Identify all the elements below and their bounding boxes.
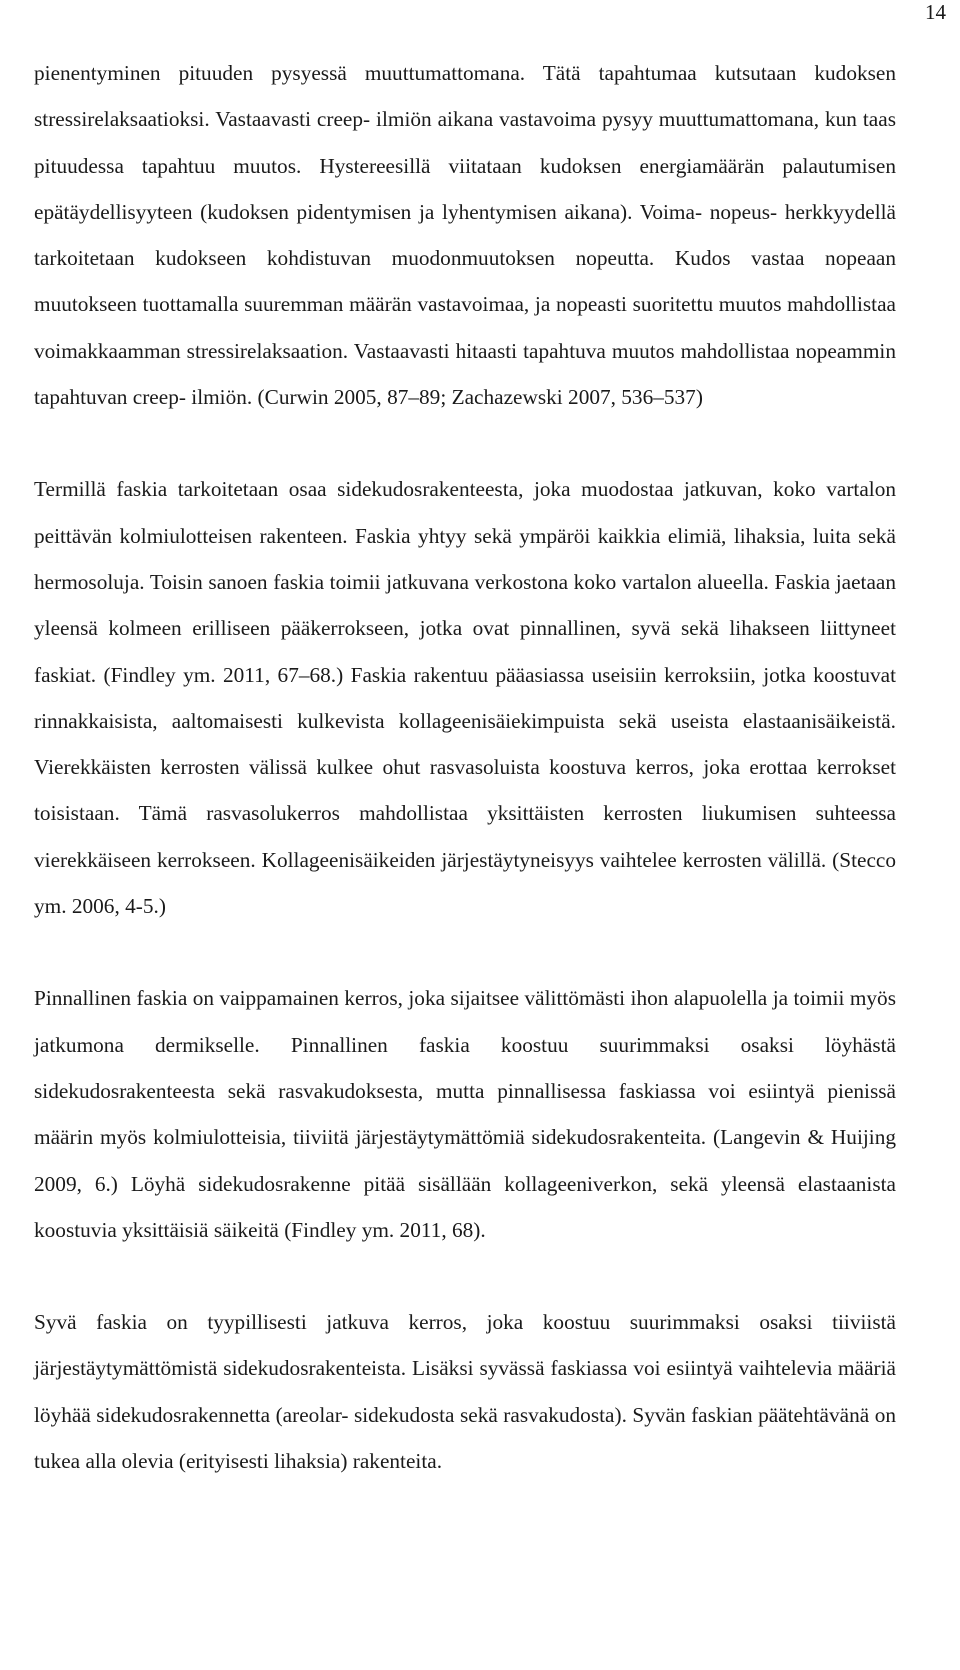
paragraph-fascia-definition: Termillä faskia tarkoitetaan osaa sidekudosrakenteesta, joka muodostaa jatkuvan, koko vartalon peittävän kolmiulotteisen rakenteen. Faskia yhtyy sekä ympäröi kaikkia elimiä, lihaksia, luita sekä hermosoluja. Toisin sanoen faskia toimii jatkuvana verkostona koko vartalon alueella. Faskia jaetaan yleensä kolmeen erilliseen pääkerrokseen, jotka ovat pinnallinen, syvä sekä lihakseen liittyneet faskiat. (Findley ym. 2011, 67–68.) Faskia rakentuu pääasiassa useisiin kerroksiin, jotka koostuvat rinnakkaisista, aaltomaisesti kulkevista kollageenisäiekimpuista sekä useista elastaanisäikeistä. Vierekkäisten kerrosten välissä kulkee ohut rasvasoluista koostuva kerros, joka erottaa kerrokset toisistaan. Tämä rasvasolukerros mahdollistaa yksittäisten kerrosten liukumisen suhteessa vierekkäiseen kerrokseen. Kollageenisäikeiden järjestäytyneisyys vaihtelee kerrosten välillä. (Stecco ym. 2006, 4-5.): [34, 477, 896, 919]
document-body: [34, 50, 896, 1484]
paragraph-superficial-fascia: Pinnallinen faskia on vaippamainen kerros, joka sijaitsee välittömästi ihon alapuolella ja toimii myös jatkumona dermikselle. Pinnallinen faskia koostuu suurimmaksi osaksi löyhästä sidekudosrakenteesta sekä rasvakudoksesta, mutta pinnallisessa faskiassa voi esiintyä pienissä määrin myös kolmiulotteisia, tiiviitä järjestäytymättömiä sidekudosrakenteita. (Langevin & Huijing 2009, 6.) Löyhä sidekudosrakenne pitää sisällään kollageeniverkon, sekä yleensä elastaanista koostuvia yksittäisiä säikeitä (Findley ym. 2011, 68).: [34, 986, 896, 1242]
page-number: 14: [925, 0, 946, 24]
paragraph-stress-relaxation: pienentyminen pituuden pysyessä muuttumattomana. Tätä tapahtumaa kutsutaan kudoksen stressirelaksaatioksi. Vastaavasti creep- ilmiön aikana vastavoima pysyy muuttumattomana, kun taas pituudessa tapahtuu muutos. Hystereesillä viitataan kudoksen energiamäärän palautumisen epätäydellisyyteen (kudoksen pidentymisen ja lyhentymisen aikana). Voima- nopeus- herkkyydellä tarkoitetaan kudokseen kohdistuvan muodonmuutoksen nopeutta. Kudos vastaa nopeaan muutokseen tuottamalla suuremman määrän vastavoimaa, ja nopeasti suoritettu muutos mahdollistaa voimakkaamman stressirelaksaation. Vastaavasti hitaasti tapahtuva muutos mahdollistaa nopeammin tapahtuvan creep- ilmiön. (Curwin 2005, 87–89; Zachazewski 2007, 536–537): [34, 61, 896, 410]
paragraph-deep-fascia: Syvä faskia on tyypillisesti jatkuva kerros, joka koostuu suurimmaksi osaksi tiiviistä järjestäytymättömistä sidekudosrakenteista. Lisäksi syvässä faskiassa voi esiintyä vaihtelevia määriä löyhää sidekudosrakennetta (areolar- sidekudosta sekä rasvakudosta). Syvän faskian päätehtävänä on tukea alla olevia (erityisesti lihaksia) rakenteita.: [34, 1310, 896, 1474]
